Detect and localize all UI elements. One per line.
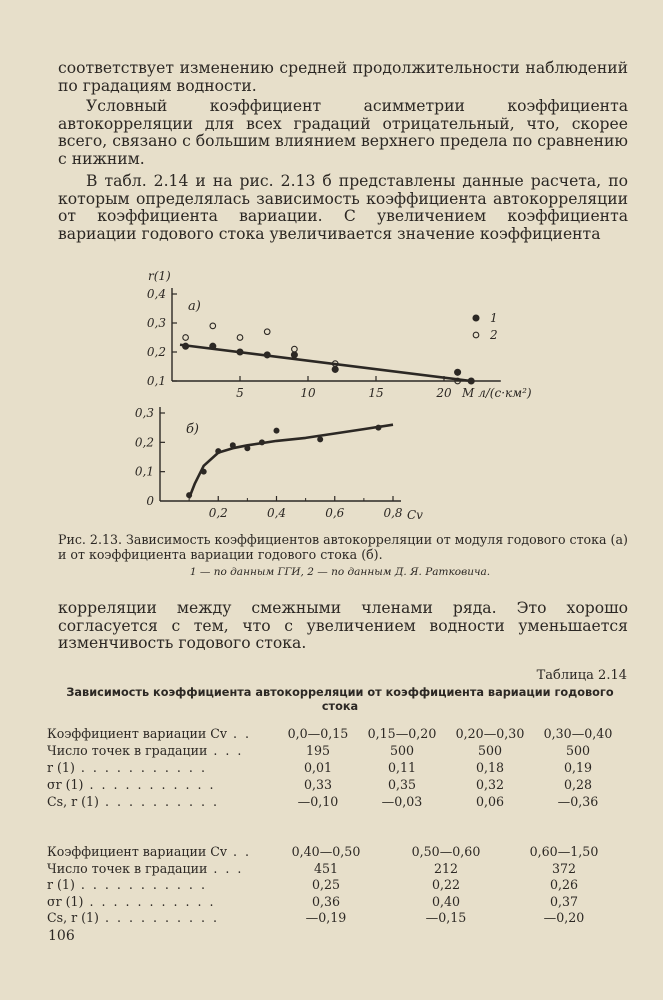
table-cell: 0,01 — [303, 760, 333, 775]
data-point — [274, 428, 280, 434]
table-row-cs — [47, 910, 637, 927]
panel-label: а) — [188, 299, 201, 314]
data-point-series-1 — [332, 366, 338, 372]
data-point-series-1 — [264, 352, 270, 358]
data-point-series-1 — [183, 343, 189, 349]
table-cell: 500 — [389, 743, 415, 758]
table-cell: 451 — [313, 860, 339, 876]
data-point — [201, 469, 207, 475]
data-point-series-1 — [210, 343, 216, 349]
table-cell: —0,20 — [543, 910, 585, 925]
table-cell: 0,35 — [387, 777, 417, 792]
table-cell: 0,50—0,60 — [411, 844, 481, 859]
row-label-text: σr (1) — [47, 893, 84, 909]
data-point — [375, 425, 381, 431]
y-tick-label: 0 — [146, 494, 154, 508]
table-row-count — [47, 861, 637, 878]
table-row-cv — [47, 844, 637, 861]
table-cell: 0,32 — [475, 777, 505, 792]
x-tick-label: 10 — [300, 386, 316, 400]
table-row-r1 — [47, 760, 637, 777]
legend-label: 2 — [490, 328, 498, 342]
table-cell: —0,03 — [381, 794, 423, 809]
data-point — [230, 442, 236, 448]
paragraph-after-figure: корреляции между смежными членами ряда. Это хорошо согласуется с тем, что с увеличением водности уменьшается изменчивость годового стока. — [58, 599, 628, 653]
table-cell: 0,19 — [563, 760, 593, 775]
row-label-text: Коэффициент вариации Cv — [47, 726, 228, 741]
table-cell: 0,26 — [549, 877, 579, 892]
table-cell: 0,37 — [549, 893, 579, 909]
data-point-series-2 — [210, 323, 216, 329]
table-title: Зависимость коэффициента автокорреляции от коэффициента вариации годового стока — [66, 686, 614, 713]
figure-caption: Рис. 2.13. Зависимость коэффициентов автокорреляции от модуля годового стока (а) и от коэффициента вариации годового стока (б). — [58, 532, 628, 562]
row-label: Коэффициент вариации Cv . . — [47, 844, 252, 859]
table-cell: 212 — [433, 860, 459, 876]
data-point-series-1 — [237, 349, 243, 355]
row-label: r (1) . . . . . . . . . . . — [47, 877, 207, 892]
table-cell: 0,28 — [563, 777, 593, 792]
table-row-cs — [47, 794, 637, 811]
row-label: Cs, r (1) . . . . . . . . . . — [47, 794, 220, 809]
data-point — [215, 448, 221, 454]
table-cell: 0,18 — [475, 760, 505, 775]
x-tick-label: 0,4 — [266, 506, 287, 520]
row-label: Число точек в градации . . . — [47, 743, 244, 758]
data-point-series-1 — [291, 352, 297, 358]
x-axis-label: M л/(с·км²) — [462, 386, 532, 400]
table-cell: 0,36 — [311, 893, 341, 909]
table-cell: 500 — [565, 743, 591, 758]
data-point-series-1 — [455, 369, 461, 375]
y-tick-label: 0,2 — [146, 345, 166, 359]
table-cell: —0,36 — [557, 794, 599, 809]
paragraph-2: Условный коэффициент асимметрии коэффициента автокорреляции для всех градаций отрицательный, что, скорее всего, связано с большим влиянием верхнего предела по сравнению с нижним. — [58, 97, 628, 168]
data-point — [244, 445, 250, 451]
row-label: Cs, r (1) . . . . . . . . . . — [47, 910, 220, 925]
table-row-r1 — [47, 877, 637, 894]
data-point-series-2 — [183, 335, 189, 341]
legend-label: 1 — [490, 311, 498, 325]
table-label: Таблица 2.14 — [536, 668, 627, 683]
table-cell: 372 — [551, 860, 577, 876]
paragraph-1: соответствует изменению средней продолжительности наблюдений по градациям водности. — [58, 59, 628, 95]
fitted-curve — [189, 425, 393, 498]
x-tick-label: 0,2 — [208, 506, 228, 520]
legend-marker — [473, 332, 479, 338]
panel-label: б) — [186, 422, 200, 437]
row-label-text: r (1) — [47, 760, 75, 775]
y-tick-label: 0,4 — [146, 287, 166, 301]
row-label: Коэффициент вариации Cv . . — [47, 726, 252, 741]
table-cell: 0,20—0,30 — [455, 726, 525, 741]
chart-panel-b — [135, 406, 423, 522]
y-tick-label: 0,3 — [134, 406, 154, 420]
table-cell: 0,22 — [431, 877, 461, 892]
figure-caption-legend: 1 — по данным ГГИ, 2 — по данным Д. Я. Ратковича. — [189, 566, 491, 578]
table-cell: 0,25 — [311, 877, 341, 892]
table-cell: 0,0—0,15 — [287, 726, 349, 741]
table-cell: 500 — [477, 743, 503, 758]
x-axis-label: Cv — [407, 508, 423, 522]
data-point — [259, 439, 265, 445]
table-cell: 0,33 — [303, 777, 333, 792]
table-cell: —0,15 — [425, 910, 467, 925]
x-tick-label: 0,8 — [383, 506, 403, 520]
trend-line — [180, 345, 471, 381]
table-cell: 0,40—0,50 — [291, 844, 361, 859]
table-row-cv — [47, 726, 637, 743]
data-point — [186, 492, 192, 498]
table-row-sigma — [47, 894, 637, 911]
data-point-series-2 — [292, 346, 298, 352]
x-tick-label: 5 — [236, 386, 244, 400]
x-tick-label: 20 — [436, 386, 452, 400]
row-label-text: Коэффициент вариации Cv — [47, 844, 228, 859]
x-tick-label: 15 — [368, 386, 384, 400]
y-tick-label: 0,2 — [134, 435, 154, 450]
data-point — [317, 436, 323, 442]
row-label-text: Число точек в градации — [47, 860, 208, 876]
table-row-sigma — [47, 777, 637, 794]
row-label: r (1) . . . . . . . . . . . — [47, 760, 207, 775]
table-row-count — [47, 743, 637, 760]
chart-panel-a — [147, 269, 532, 400]
table-cell: 0,40 — [431, 893, 461, 909]
legend-marker — [473, 315, 479, 321]
row-label: σr (1) . . . . . . . . . . . — [47, 893, 216, 909]
table-cell: 0,06 — [475, 794, 505, 809]
data-point-series-1 — [468, 378, 474, 384]
row-label: Число точек в градации . . . — [47, 860, 244, 876]
y-axis-label: r(1) — [148, 269, 171, 283]
page-number: 106 — [48, 928, 75, 944]
table-cell: 0,15—0,20 — [367, 726, 437, 741]
y-tick-label: 0,1 — [146, 374, 166, 388]
row-label-text: Число точек в градации — [47, 743, 208, 758]
row-label-text: σr (1) — [47, 777, 84, 792]
table-cell: —0,19 — [305, 910, 347, 925]
row-label: σr (1) . . . . . . . . . . . — [47, 777, 216, 792]
paragraph-3: В табл. 2.14 и на рис. 2.13 б представлены данные расчета, по которым определялась зависимость коэффициента автокорреляции от коэффициента вариации. С увеличением коэффициента вариации годового стока увеличивается значение коэффициента — [58, 172, 628, 243]
data-point-series-2 — [237, 335, 243, 341]
data-point-series-2 — [264, 329, 270, 335]
x-tick-label: 0,6 — [325, 506, 345, 520]
row-label-text: Cs, r (1) — [47, 910, 99, 925]
y-tick-label: 0,3 — [146, 316, 166, 330]
table-cell: 0,11 — [387, 760, 417, 775]
table-cell: 0,30—0,40 — [543, 726, 613, 741]
table-cell: 0,60—1,50 — [529, 844, 599, 859]
y-tick-label: 0,1 — [134, 464, 154, 479]
row-label-text: Cs, r (1) — [47, 794, 99, 809]
row-label-text: r (1) — [47, 877, 75, 892]
table-cell: 195 — [305, 743, 331, 758]
table-cell: —0,10 — [297, 794, 339, 809]
